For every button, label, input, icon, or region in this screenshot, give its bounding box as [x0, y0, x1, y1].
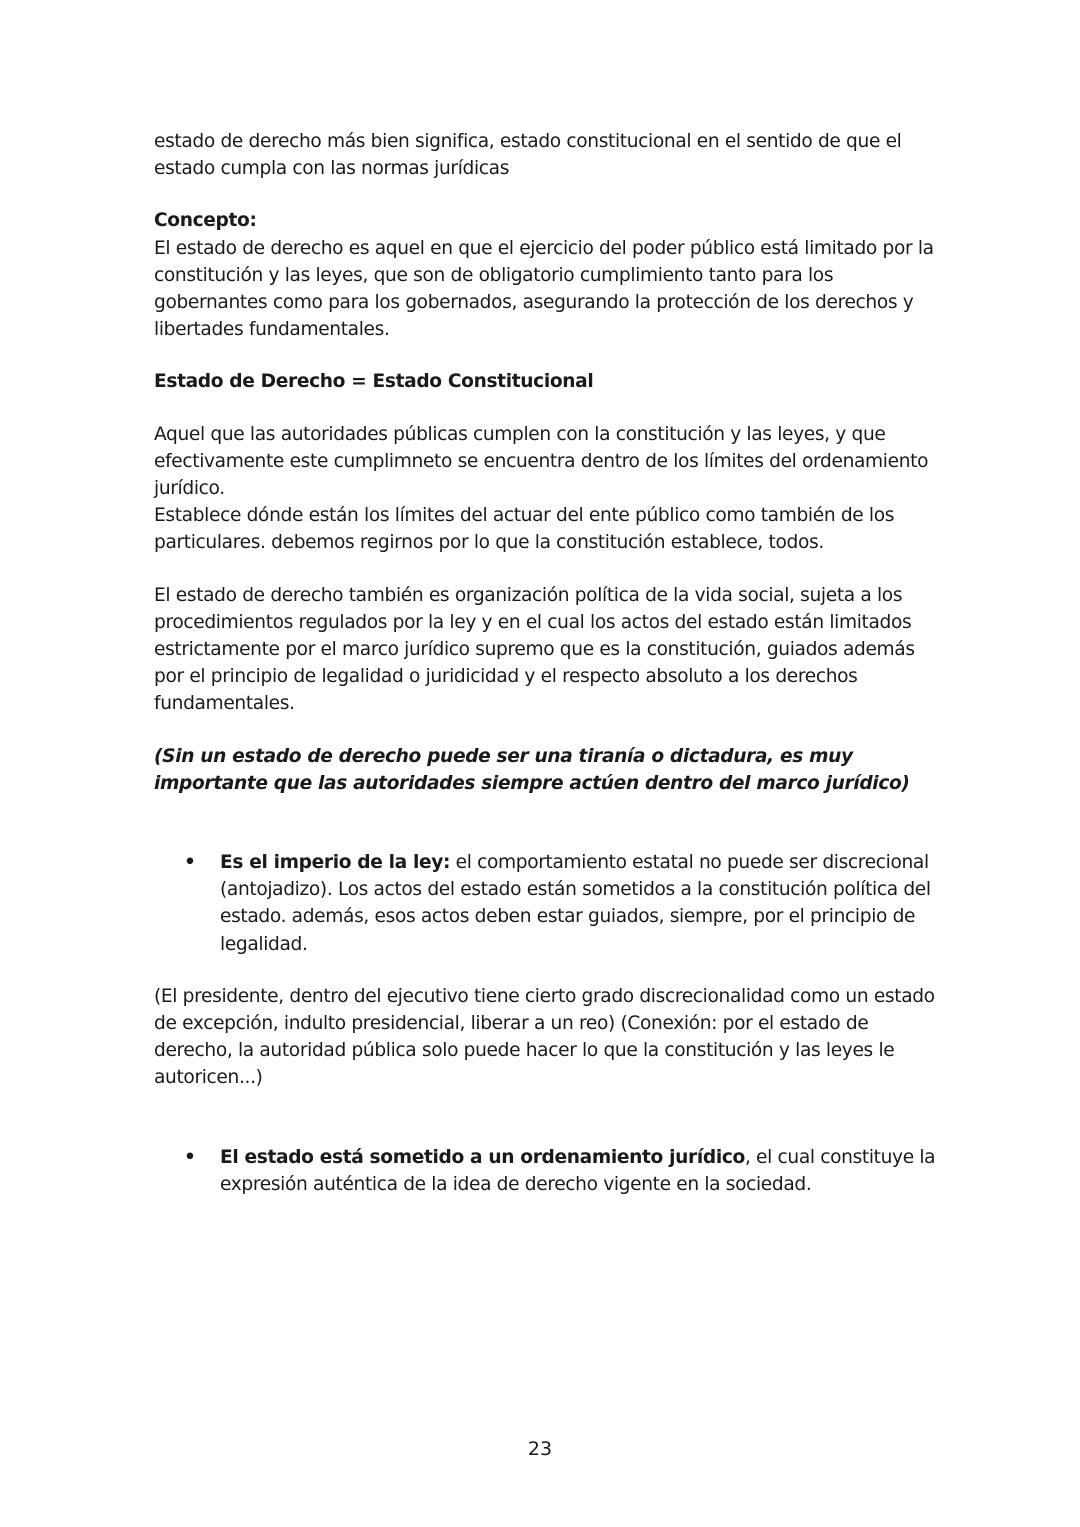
document-body — [154, 128, 944, 1198]
aquel-paragraph: Aquel que las autoridades públicas cumplen con la constitución y las leyes, y que efectivamente este cumplimneto se encuentra dentro de los límites del ordenamiento jurídico. — [154, 423, 929, 500]
establece-paragraph: Establece dónde están los límites del actuar del ente público como también de los particulares. debemos regirnos por lo que la constitución establece, todos. — [154, 505, 895, 554]
bullet-1-bold-text: Es el imperio de la ley: — [220, 852, 451, 874]
bullet-2-bold-text: El estado está sometido a un ordenamiento jurídico — [220, 1146, 745, 1168]
bullet-2-text: , el cual constituye la expresión auténtica de la idea de derecho vigente en la sociedad. — [220, 1146, 936, 1195]
bullet-item-ordenamiento — [154, 1144, 944, 1198]
equation-heading: Estado de Derecho = Estado Constitucional — [154, 371, 594, 393]
intro-paragraph: estado de derecho más bien significa, estado constitucional en el sentido de que el estado cumpla con las normas jurídicas — [154, 131, 902, 180]
presidente-paragraph: (El presidente, dentro del ejecutivo tiene cierto grado discrecionalidad como un estado de excepción, indulto presidencial, liberar a un reo) (Conexión: por el estado de derecho, la autoridad pública solo puede hacer lo que la constitución y las leyes le autoricen...) — [154, 985, 935, 1089]
page-number: 23 — [527, 1438, 553, 1460]
bullet-1-text: el comportamiento estatal no puede ser discrecional (antojadizo). Los actos del estado están sometidos a la constitución política del estado. además, esos actos deben estar guiados, siempre, por el principio de legalidad. — [220, 852, 931, 955]
bullet-dot: • — [184, 1146, 196, 1168]
organizacion-paragraph: El estado de derecho también es organización política de la vida social, sujeta a los procedimientos regulados por la ley y en el cual los actos del estado están limitados estrictamente por el marco jurídico supremo que es la constitución, guiados además por el principio de legalidad o juridicidad y el respecto absoluto a los derechos fundamentales. — [154, 584, 915, 715]
bullet-item-imperio — [154, 849, 944, 958]
concepto-heading: Concepto: — [154, 210, 257, 232]
bullet-dot: • — [184, 852, 196, 874]
concepto-paragraph: El estado de derecho es aquel en que el ejercicio del poder público está limitado por la constitución y las leyes, que son de obligatorio cumplimiento tanto para los gobernantes como para los gobernados, asegurando la protección de los derechos y libertades fundamentales. — [154, 237, 934, 341]
note-paragraph: (Sin un estado de derecho puede ser una tiranía o dictadura, es muy importante que las autoridades siempre actúen dentro del marco jurídico) — [154, 745, 910, 794]
